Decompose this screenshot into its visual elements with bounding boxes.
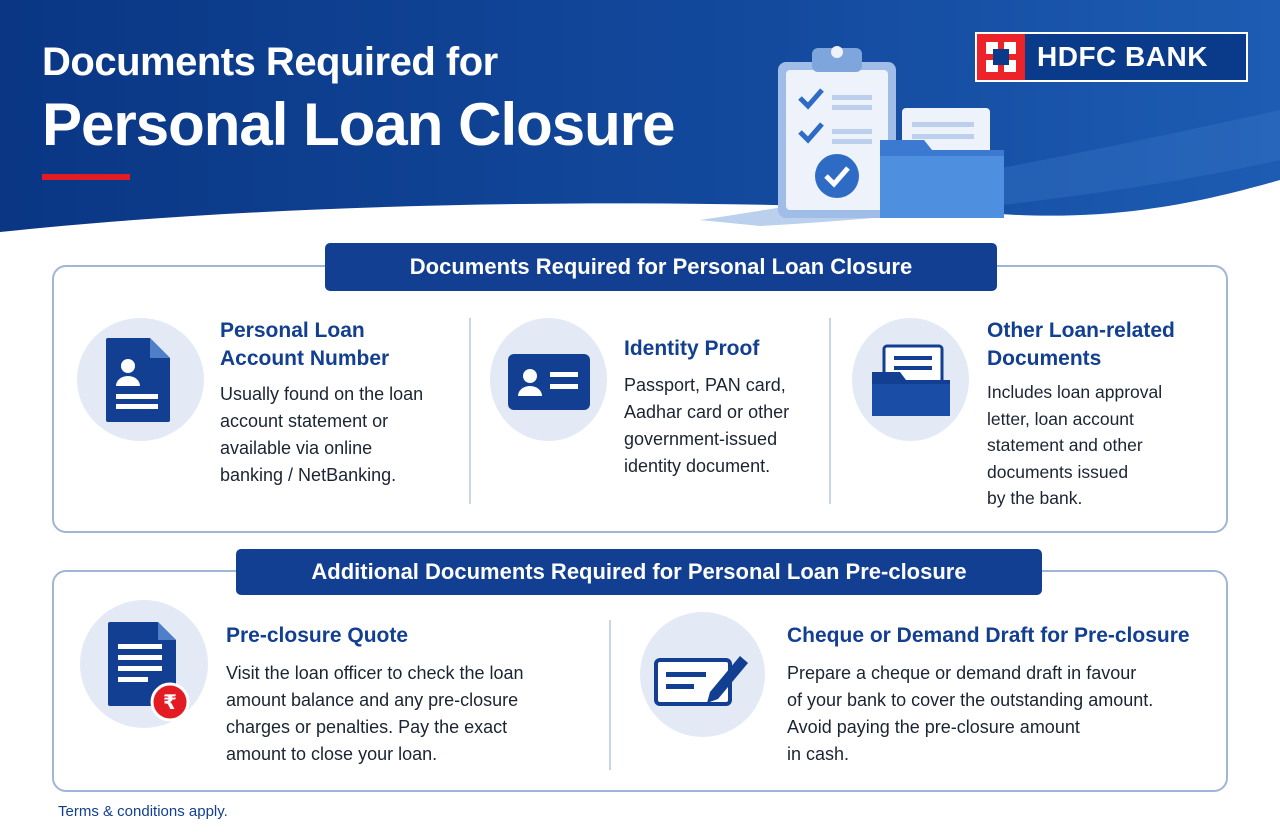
divider: [469, 318, 471, 504]
cheque-pen-icon: [654, 652, 754, 708]
item-title-other-documents: Other Loan-related Documents: [987, 319, 1175, 370]
logo-text: HDFC BANK: [1037, 41, 1208, 72]
preclosure-documents-banner: Additional Documents Required for Personal Loan Pre-closure: [236, 549, 1042, 595]
hdfc-bank-logo: [975, 32, 1248, 82]
item-text-cheque-dd: Prepare a cheque or demand draft in favour of your bank to cover the outstanding amount. Avoid paying the pre-closure amount in cash.: [787, 663, 1154, 764]
page-title-line-1: Documents Required for: [42, 40, 498, 84]
rupee-document-icon: [106, 622, 192, 722]
divider: [829, 318, 831, 504]
item-title-preclosure-quote: Pre-closure Quote: [226, 624, 409, 647]
item-title-identity-proof: Identity Proof: [624, 337, 760, 360]
item-text-preclosure-quote: Visit the loan officer to check the loan amount balance and any pre-closure charges or penalties. Pay the exact amount to close your loan.: [226, 663, 524, 764]
item-text-other-documents: Includes loan approval letter, loan account statement and other documents issued by the bank.: [987, 382, 1163, 508]
page-title-line-2: Personal Loan Closure: [42, 91, 675, 158]
item-text-identity-proof: Passport, PAN card, Aadhar card or other government-issued identity document.: [624, 375, 790, 476]
item-title-cheque-dd: Cheque or Demand Draft for Pre-closure: [787, 624, 1190, 647]
svg-text:₹: ₹: [163, 690, 177, 714]
id-card-icon: [508, 354, 590, 410]
hdfc-logo-icon: [977, 34, 1025, 80]
document-user-icon: [104, 336, 174, 424]
title-underline: [42, 174, 130, 180]
divider: [609, 620, 611, 770]
terms-note: Terms & conditions apply.: [58, 803, 228, 820]
item-text-account-number: Usually found on the loan account statement or available via online banking / NetBanking.: [220, 384, 424, 485]
closure-documents-banner: Documents Required for Personal Loan Closure: [325, 243, 997, 291]
folder-icon: [870, 344, 952, 418]
item-title-account-number: Personal Loan Account Number: [220, 319, 390, 370]
